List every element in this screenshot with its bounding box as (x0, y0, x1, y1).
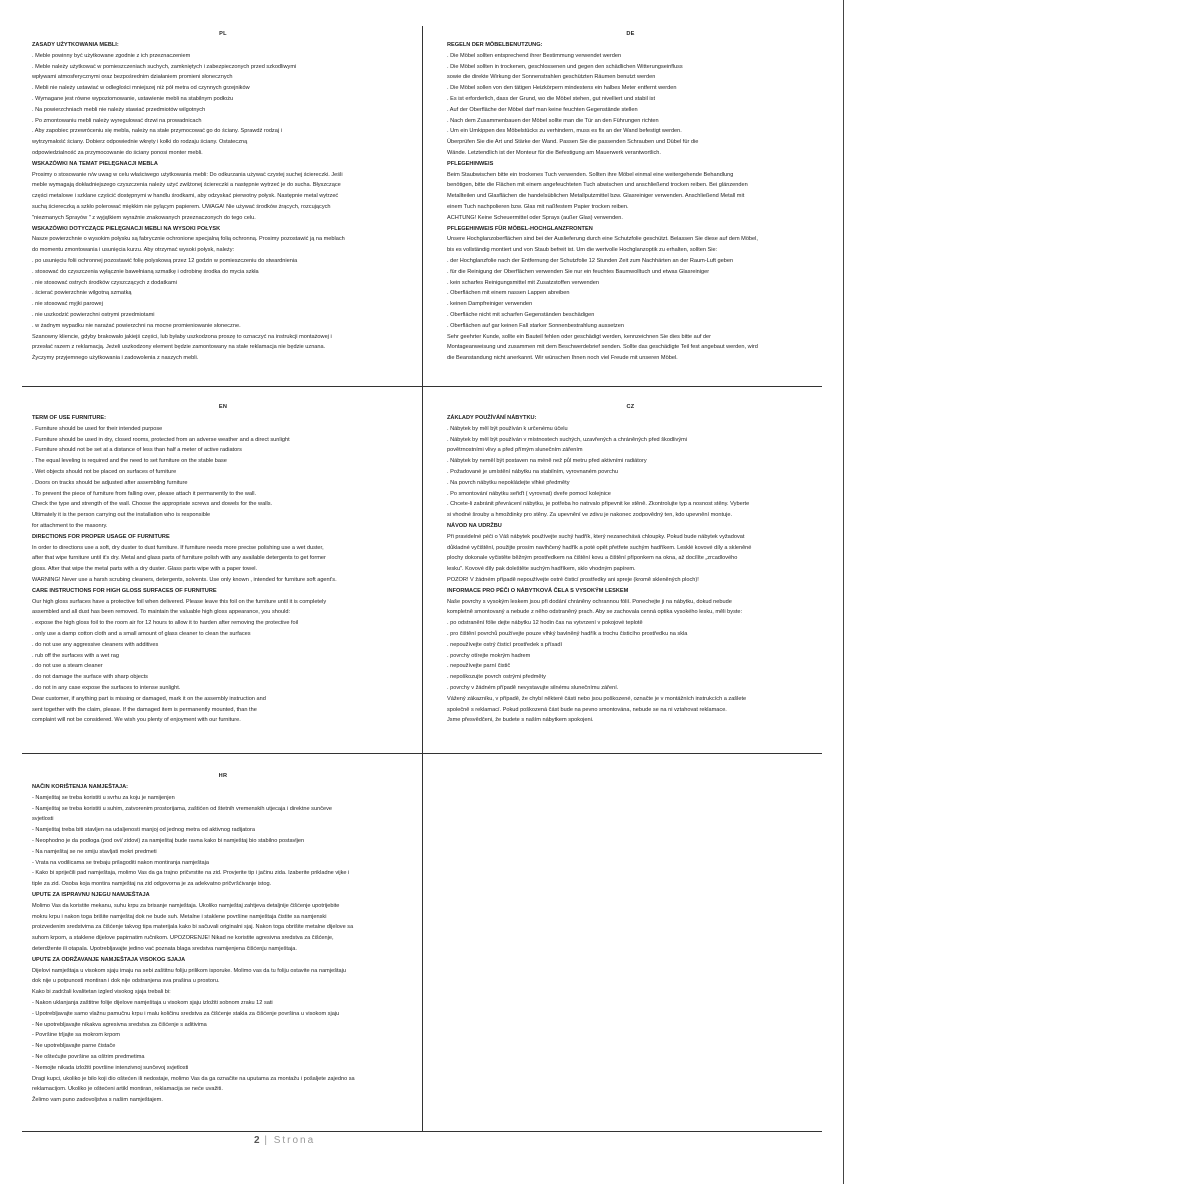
text-line: svjetlosti (32, 816, 54, 823)
text-line: ACHTUNG! Keine Scheuermittel oder Sprays (außer Glas) verwenden. (447, 214, 623, 221)
text-line: mokru krpu i nakon toga brišite namještaj dok ne bude suh. Metalne i staklene površine namještaja čistite sa namjenski (32, 913, 327, 920)
text-line: . Wet objects should not be placed on surfaces of furniture (32, 468, 177, 475)
text-line: . Wymagane jest równe wypoziomowanie, ustawienie mebli na stabilnym podłożu (32, 95, 234, 102)
text-line: . nepoužívejte parní čistič (447, 663, 511, 670)
text-line: . Po smontování nábytku seřiďt ( vyrovnat) dveře pomocí kolejnice (447, 490, 611, 497)
text-line: POZOR! V žádném případě nepoužívejte ostré čisticí prostředky ani spreje (kromě skleněných ploch)! (447, 576, 699, 583)
text-line: . Furniture should be used in dry, closed rooms, protected from an adverse weather and a direct sunlight (32, 436, 290, 443)
text-line: Nasze powierzchnie o wysokim połysku są fabrycznie ochronione specjalną folią ochronną. Prosimy pozostawić ją na meblach (32, 236, 345, 243)
text-line: die Beanstandung nicht anerkannt. Wir wünschen Ihnen noch viel Freude mit unseren Möbel. (447, 355, 678, 362)
text-line: suhom krpom, a staklene dijelove papirnatim ručnikom. UPOZORENJE! Nikad ne koristite agresivna sredstva za čišćenje, (32, 935, 334, 942)
text-line: . po odstranění fólie dejte nábytku 12 hodin čas na vytvrzení v pokojové teplotě (447, 620, 643, 627)
text-line: . Oberflächen auf gar keinen Fall starker Sonnenbestrahlung aussetzen (447, 322, 624, 329)
section-heading: WSKAZÓWKI NA TEMAT PIELĘGNACJI MEBLA (32, 160, 158, 167)
section-hr (22, 754, 422, 1132)
text-line: . do not damage the surface with sharp objects (32, 674, 148, 681)
text-line: Szanowny kliencie, gdyby brakowało jakiejś części, lub byłaby uszkodzona proszę to oznaczyć na instrukcji montażowej i (32, 333, 332, 340)
text-line: . ścierać powierzchnie wilgotną szmatką (32, 290, 132, 297)
section-heading: REGELN DER MÖBELBENUTZUNG: (447, 42, 543, 48)
text-line: povětrnostními vlivy a před přímým slunečním zářením (447, 447, 583, 454)
section-pl (22, 26, 422, 386)
text-line: . Auf der Oberfläche der Möbel darf man keine feuchten Gegenstände stellen (447, 106, 638, 113)
text-line: - Neophodno je da podloga (pod ovi/ zidovi) za namještaj bude ravna kako bi namještaj bio stabilno postavljen (32, 837, 305, 844)
text-line: Želimo vam puno zadovoljstva s našim namještajem. (32, 1097, 163, 1104)
language-grid (22, 26, 822, 1132)
section-cz (423, 387, 822, 753)
text-line: si vhodné šrouby a hmoždinky pro stěny. Za upevnění ve zdivu je nakonec zodpovědný ten, kdo upevnění montuje. (447, 512, 733, 519)
text-line: Naše povrchy s vysokým leskem jsou při dodání chráněny ochrannou fólií. Ponechejte ji na nábytku, dokud nebude (447, 598, 732, 605)
text-line: Kako bi zadržali kvalitetan izgled visokog sjaja trebali bi: (32, 989, 171, 996)
text-line: - Namještaj se treba koristiti u svrhu za koju je namijenjen (32, 794, 175, 801)
text-line: proizvedenim sredstvima za čišćenje takvog tipa materijala kako bi sačuvali originalni sjaj. Nakon toga obrišite metalne dijelove sa (32, 924, 354, 931)
text-line: . nepoužívejte ostrý čisticí prostředek s přísadí (447, 641, 563, 648)
text-line: Überprüfen Sie die Art und Stärke der Wand. Passen Sie die passenden Schrauben und Dübel für die (447, 139, 699, 146)
text-line: . Meble powinny być użytkowane zgodnie z ich przeznaczeniem (32, 52, 191, 59)
text-line: odpowiedzialność za przymocowanie do ściany ponosi monter mebli. (32, 149, 203, 156)
text-line: after that wipe furniture until it's dry. Metal and glass parts of furniture polish with any available detergents to get former (32, 555, 326, 562)
text-line: . Na povrch nábytku nepokládejte vlhké předměty (447, 479, 570, 486)
section-en (22, 387, 422, 753)
text-line: - Ne upotrebljavajte parne čistače (32, 1043, 116, 1050)
text-line: . Oberflächen mit einem nassen Lappen abreiben (447, 290, 570, 297)
text-line: . Aby zapobiec przewróceniu się mebla, należy na stałe przymocować go do ściany. Sprawdź rodzaj i (32, 128, 282, 135)
text-line: - Namještaj treba biti stavljen na udaljenosti manjoj od jednog metra od aktivnog radijatora (32, 827, 255, 834)
text-line: Jsme přesvědčeni, že budete s naším nábytkem spokojeni. (447, 717, 594, 724)
section-text (32, 40, 414, 364)
section-heading: UPUTE ZA ISPRAVNU NJEGU NAMJEŠTAJA (32, 891, 150, 898)
section-language-label: PL (219, 31, 227, 37)
text-line: sent together with the claim, please. If the damaged item is permanently mounted, than the (32, 706, 257, 713)
section-heading: INFORMACE PRO PÉČI O NÁBYTKOVÁ ČELA S VYSOKÝM LESKEM (447, 587, 629, 594)
text-line: Metallteilen und Glasflächen die handelsüblichen Metallputzmittel bzw. Glasreiniger verwenden. Anschließend Metall mit (447, 193, 745, 200)
text-line: . Um ein Umkippen des Möbelstücks zu verhindern, muss es fix an der Wand befestigt werden. (447, 128, 682, 135)
text-line: benötigen, bitte die Flächen mit einem angefeuchteten Tuch abwischen und anschließend trocken reiben. Bei glänzenden (447, 182, 748, 189)
text-line: . Nábytek by měl být používán v místnostech suchých, uzavřených a chráněných před škodlivými (447, 436, 688, 443)
text-line: . Nábytek by měl být používán k určenému účelu (447, 425, 568, 432)
text-line: . Požadované je umístění nábytku na stabilním, vyrovnaném povrchu (447, 468, 619, 475)
text-line: Při pravidelné péči o Váš nábytek používejte suchý hadřík, který nezanechává chloupky. Pokud bude nábytek vyžadovat (447, 533, 745, 540)
text-line: . w żadnym wypadku nie narażać powierzchni na mocne promieniowanie słoneczne. (32, 322, 241, 329)
text-line: . Chcete-li zabránit převrácení nábytku, je potřeba ho natrvalo připevnit ke stěně. Zkontrolujte typ a nosnost stěny. Vyberte (447, 501, 750, 508)
text-line: reklamacijom. Ukoliko je oštećeni artikl montiran, reklamacija se neće uvažiti. (32, 1086, 223, 1093)
section-heading: NAČIN KORIŠTENJA NAMJEŠTAJA: (32, 784, 129, 790)
section-heading: PFLEGEHINWEIS FÜR MÖBEL-HOCHGLANZFRONTEN (447, 225, 593, 232)
section-text (32, 782, 414, 1106)
text-line: . Oberfläche nicht mit scharfen Gegenständen beschädigen (447, 311, 595, 318)
section-heading: DIRECTIONS FOR PROPER USAGE OF FURNITURE (32, 533, 170, 540)
text-line: . povrchy v žádném případě nevystavujte silnému slunečnímu záření. (447, 684, 619, 691)
section-heading: ZÁKLADY POUŽÍVÁNÍ NÁBYTKU: (447, 415, 537, 421)
text-line: důkladné vyčištění, použijte prosím navlhčený hadřík a poté opět přetřete suchým hadříkem. Lesklé kovové díly a skleněné (447, 544, 752, 551)
text-line: bis es vollständig montiert und von Staub befreit ist. Um die wertvolle Hochglanzoptik zu erhalten, sollten Sie: (447, 247, 718, 254)
text-line: - Ne upotrebljavajte nikakva agresivna sredstva za čišćenje s aditivima (32, 1021, 207, 1028)
text-line: . stosować do czyszczenia wyłącznie bawełnianą szmatkę i odrobinę środka do mycia szkła (32, 268, 259, 275)
section-language-label: EN (218, 404, 228, 410)
footer-separator: | (259, 1135, 274, 1146)
text-line: - Upotrebljavajte samo vlažnu pamučnu krpu i malu količinu sredstva za čišćenje stakla za čišćenje površina u visokom sjaju (32, 1010, 340, 1017)
text-line: - Vrata na vodilicama se trebaju prilagoditi nakon montiranja namještaja (32, 859, 210, 866)
text-line: Prosimy o stosowanie n/w uwag w celu właściwego użytkowania mebli: Do odkurzania używać czystej suchej ściereczki. Jeśli (32, 171, 343, 178)
text-line: . Furniture should be used for their intended purpose (32, 425, 163, 432)
text-line: . Nábytek by neměl být postaven na méně než půl metru před aktivními radiátory (447, 458, 647, 465)
text-line: . Doors on tracks should be adjusted after assembling furniture (32, 479, 188, 486)
text-line: Unsere Hochglanzoberflächen sind bei der Auslieferung durch eine Schutzfolie geschützt. Belassen Sie diese auf dem Möbel, (447, 236, 758, 243)
text-line: części metalowe i szklane czyścić dostępnymi w handlu środkami, aby odzyskać pierwotny połysk. Następnie metal wytrzeć (32, 193, 339, 200)
text-line: . keinen Dampfreiniger verwenden (447, 301, 533, 308)
text-line: - Namještaj se treba koristiti u suhim, zatvorenim prostorijama, zaštićen od štetnih vremenskih utjecaja i direktne sunčeve (32, 805, 333, 812)
text-line: . expose the high gloss foil to the room air for 12 hours to allow it to harden after removing the protective foil (32, 620, 299, 627)
text-line: . do not use a steam cleaner (32, 663, 103, 670)
text-line: Beim Staubwischen bitte ein trockenes Tuch verwenden. Sollten ihre Möbel einmal eine weitergehende Behandlung (447, 171, 734, 178)
section-heading: CARE INSTRUCTIONS FOR HIGH GLOSS SURFACES OF FURNITURE (32, 587, 217, 594)
section-heading: ZASADY UŻYTKOWANIA MEBLI: (32, 42, 119, 48)
text-line: . Meble należy użytkować w pomieszczeniach suchych, zamkniętych i zabezpieczonych przed szkodliwymi (32, 63, 297, 70)
text-line: for attachment to the masonry. (32, 522, 108, 529)
section-heading: PFLEGEHINWEIS (447, 160, 494, 167)
text-line: . Na powierzchniach mebli nie należy stawiać przedmiotów wilgotnych (32, 106, 206, 113)
text-line: . To prevent the piece of furniture from falling over, please attach it permanently to the wall. (32, 490, 257, 497)
section-language-label: CZ (626, 404, 635, 410)
text-line: společně s reklamací. Pokud poškozená část bude na pevno smontována, nebude se na ni vztahovat reklamace. (447, 706, 727, 713)
text-line: Dijelovi namještaja u visokom sjaju imaju na sebi zaštitnu foliju prilikom isporuke. Molimo vas da tu foliju ostavite na namještaju (32, 967, 347, 974)
section-language-label: DE (626, 31, 635, 37)
text-line: do momentu zmontowania i usunięcia kurzu. Aby otrzymać wysoki połysk, należy: (32, 247, 235, 254)
text-line: wytrzymałość ściany. Dobierz odpowiednie wkręty i kołki do rodzaju ściany. Ostateczną (32, 139, 248, 146)
text-line: Sehr geehrter Kunde, sollte ein Bauteil fehlen oder geschädigt werden, kennzeichnen Sie dies bitte auf der (447, 333, 712, 340)
text-line: . do not use any aggressive cleaners with additives (32, 641, 159, 648)
text-line: . Die Möbel sollten entsprechend ihrer Bestimmung verwendet werden (447, 52, 622, 59)
text-line: kompletně smontovaný a nebude z něho odstraněný prach. Aby se zachovala cenná optika vysokého lesku, měli byste: (447, 609, 743, 616)
section-text (32, 413, 414, 726)
text-line: . do not in any case expose the surfaces to intense sunlight. (32, 684, 181, 691)
text-line: In order to directions use a soft, dry duster to dust furniture. If furniture needs more precise polishing use a wet duster, (32, 544, 324, 551)
text-line: . povrchy otírejte mokrým hadrem (447, 652, 531, 659)
text-line: . Die Möbel sollten in trockenen, geschlossenen und gegen den schädlichen Witterungseinfluss (447, 63, 683, 70)
text-line: . Die Möbel sollen von den tätigen Heizkörpern mindestens ein halbes Meter entfernt werden (447, 85, 677, 92)
text-line: . Nach dem Zusammenbauen der Möbel sollte man die Tür an den Führungen richten (447, 117, 659, 124)
section-text (447, 413, 814, 726)
text-line: complaint will not be considered. We wish you plenty of enjoyment with our furniture. (32, 717, 241, 724)
text-line: . pro čištění povrchů používejte pouze vlhký bavlněný hadřík a trochu čisticího prostředku na skla (447, 630, 688, 637)
text-line: - Kako bi spriječili pad namještaja, molimo Vas da ga trajno pričvrstite na zid. Provjerite tip i jačinu zida. Izaberite prikladne vijke i (32, 870, 350, 877)
text-line: . für die Reinigung der Oberflächen verwenden Sie nur ein feuchtes Baumwolltuch und etwas Glasreiniger (447, 268, 710, 275)
text-line: deterdžente ili otapala. Upotrebljavajte jedino vać poznata blaga sredstva namijenjena čišćenju namještaja. (32, 945, 297, 952)
text-line: dok nije u potpunosti montiran i dok nije odstranjena sva prašina u prostoru. (32, 978, 220, 985)
page-footer (254, 1135, 315, 1146)
text-line: tiple za zid. Osoba koja montira namještaj na zid odgovorna je za adekvatno pričvršćivanje istog. (32, 881, 272, 888)
section-heading: UPUTE ZA ODRŽAVANJE NAMJEŠTAJA VISOKOG SJAJA (32, 956, 186, 963)
text-line: . Es ist erforderlich, dass der Grund, wo die Möbel stehen, gut nivelliert und stabil ist (447, 95, 656, 102)
text-line: suchą ściereczką a szkło polerować miękkim nie pylącym papierem. UWAGA! Nie używać środków żrących, rozcujących (32, 203, 331, 210)
footer-label: Strona (273, 1135, 316, 1146)
text-line: . The equal leveling is required and the need to set furniture on the stable base (32, 458, 227, 465)
text-line: Our high gloss surfaces have a protective foil when delivered. Please leave this foil on the furniture until it is completely (32, 598, 327, 605)
text-line: . Mebli nie należy ustawiać w odległości mniejszej niż pół metra od czynnych grzejników (32, 85, 250, 92)
text-line: . rub off the surfaces with a wet rag (32, 652, 119, 659)
section-heading: TERM OF USE FURNITURE: (32, 415, 106, 421)
text-line: - Nakon uklanjanja zaštitne folije dijelove namještaja u visokom sjaju izložiti sobnom zraku 12 sati (32, 999, 273, 1006)
text-line: Życzymy przyjemnego użytkowania i zadowolenia z naszych mebli. (32, 355, 199, 362)
text-line: przesłać razem z reklamacją. Jeżeli uszkodzony element będzie zamontowany na stałe reklamacja nie będzie uznana. (32, 344, 326, 351)
text-line: Montageanweisung und zusammen mit dem Beschwerdebrief senden. Sollte das geschädigte Teil fest angebaut werden, wird (447, 344, 758, 351)
text-line: Dear customer, if anything part is missing or damaged, mark it on the assembly instruction and (32, 695, 266, 702)
text-line: - Ne oštećujte površine sa oštrim predmetima (32, 1053, 145, 1060)
text-line: Molimo Vas da koristite mekanu, suhu krpu za brisanje namještaja. Ukoliko namještaj zahtjeva detaljnije čišćenje upotrijebite (32, 902, 340, 909)
text-line: meble wymagają dokładniejszego czyszczenia należy użyć zwilżonej ściereczki a następnie wytrzeć je do sucha. Błyszczące (32, 182, 341, 189)
text-line: einem Tuch nachpolieren bzw. Glas mit naßfestem Papier trocken reiben. (447, 203, 629, 210)
text-line: - Na namještaj se ne smiju stavljati mokri predmeti (32, 848, 157, 855)
section-de (423, 26, 822, 386)
text-line: Dragi kupci, ukoliko je bilo koji dio oštećen ili nedostaje, molimo Vas da ga označite na uputama za montažu i pošaljete zajedno sa (32, 1075, 355, 1082)
page-number: 2 (254, 1135, 260, 1146)
text-line: . nie uszkodzić powierzchni ostrymi przedmiotami (32, 311, 155, 318)
text-line: . nie stosować myjki parowej (32, 301, 103, 308)
text-line: - Površine trljajte sa mokrom krpom (32, 1032, 120, 1039)
text-line: - Nemojte nikada izložiti površine intenzivnoj sunčevoj svjetlosti (32, 1064, 189, 1071)
text-line: Wände. Letztendlich ist der Monteur für die Befestigung am Mauerwerk verantwortlich. (447, 149, 661, 156)
text-line: gloss. After that wipe the metal parts with a dry duster. Glass parts wipe with a paper towel. (32, 566, 258, 573)
text-line: . nepoškozujte povrch ostrými předměty (447, 674, 546, 681)
text-line: wpływami atmosferycznymi oraz bezpośrednim działaniem promieni słonecznych (32, 74, 233, 81)
text-line: . Furniture should not be set at a distance of less than half a meter of active radiators (32, 447, 242, 454)
text-line: lesku". Kovové díly pak doleštěte suchým hadříkem, sklo vhodným papírem. (447, 566, 636, 573)
section-heading: WSKAZÓWKI DOTYCZĄCE PIELĘGNACJI MEBLI NA WYSOKI POŁYSK (32, 225, 221, 232)
text-line: . kein scharfes Reinigungsmittel mit Zusatzstoffen verwenden (447, 279, 599, 286)
section-heading: NÁVOD NA UDRŽBU (447, 522, 502, 529)
text-line: . der Hochglanzfolie nach der Entfernung der Schutzfolie 12 Stunden Zeit zum Nachhärten an der Raum-Luft geben (447, 257, 734, 264)
text-line: . nie stosować ostrych środków czyszczących z dodatkami (32, 279, 177, 286)
text-line: sowie die direkte Wirkung der Sonnenstrahlen geschützten Räumen benutzt werden (447, 74, 656, 81)
text-line: . po usunięciu folii ochronnej pozostawić folię polyskową przez 12 godzin w pomieszczeniu do stwardnienia (32, 257, 298, 264)
section-text (447, 40, 814, 364)
text-line: Check the type and strength of the wall. Choose the appropriate screws and dowels for the walls. (32, 501, 273, 508)
text-line: "niezmanych Sprayów " z wyjątkiem wyraźnie znakowanych przeznaczonych do tego celu. (32, 214, 256, 221)
text-line: . only use a damp cotton cloth and a small amount of glass cleaner to clean the surfaces (32, 630, 251, 637)
text-line: . Po zmontowaniu mebli należy wyregulować drzwi na prowadnicach (32, 117, 202, 124)
text-line: assembled and all dust has been removed. To maintain the valuable high gloss appearance, you should: (32, 609, 290, 616)
section-language-label: HR (218, 773, 228, 779)
text-line: Ultimately it is the person carrying out the installation who is responsible (32, 512, 211, 519)
text-line: plochy dokonale vyčistěte běžným prostředkem na čištění kovu a čištění příponkem na okna, až docílíte „zrcadlového (447, 555, 738, 562)
text-line: Vážený zákazníku, v případě, že chybí některé části nebo jsou poškozené, označte je v montážních instrukcích a zašlete (447, 695, 747, 702)
text-line: WARNING! Never use a harsh scrubing cleaners, detergents, solvents. Use only known , intended for furniture soft agent's. (32, 576, 337, 583)
